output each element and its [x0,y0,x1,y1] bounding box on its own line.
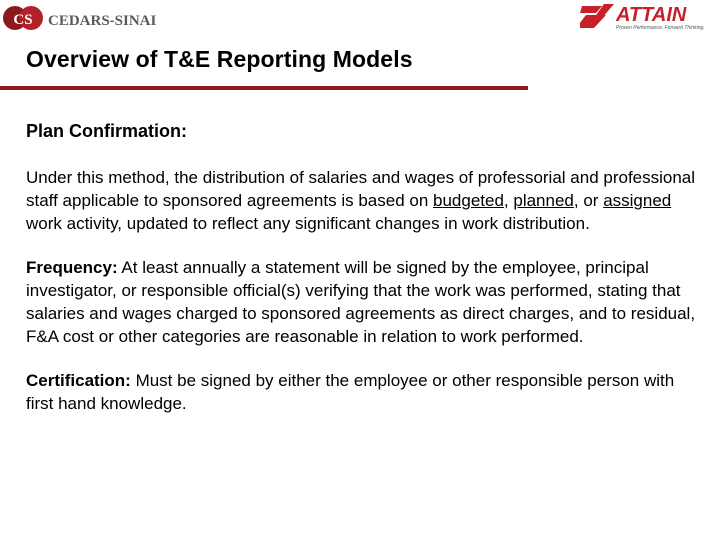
underlined-assigned: assigned [603,191,672,210]
certification-text: Must be signed by either the employee or other responsible person with first hand knowledge. [26,371,675,413]
cedars-sinai-monogram: CS [13,12,33,28]
slide-body [26,120,706,436]
underlined-budgeted: budgeted [433,191,504,210]
intro-text-2: work activity, updated to reflect any significant changes in work distribution. [26,214,590,233]
attain-logo [580,0,716,32]
underlined-planned: planned [513,191,574,210]
section-subhead: Plan Confirmation: [26,121,187,141]
attain-wordmark: ATTAIN [616,4,687,26]
intro-sep-2: , or [573,191,604,210]
cedars-sinai-wordmark: CEDARS-SINAI [48,13,157,29]
attain-swoosh-icon [580,4,614,28]
title-divider [0,86,528,90]
cedars-sinai-logo [2,4,162,32]
frequency-paragraph [26,256,706,348]
intro-text-1: Under this method, the distribution of salaries and wages of professorial and professional staff applicable to sponsored agreements is based on [26,168,696,210]
frequency-label: Frequency: [26,258,118,277]
attain-tagline: Proven Performance. Forward Thinking. [616,25,705,31]
intro-paragraph [26,166,706,235]
certification-paragraph [26,369,706,415]
slide-title: Overview of T&E Reporting Models [26,46,413,72]
frequency-text: At least annually a statement will be signed by the employee, principal investigator, or responsible official(s) verifying that the work was performed, stating that salaries and wages charged to sponsored agreements as direct charges, and to residual, F&A cost or other categories are reasonable in relation to work performed. [26,258,696,346]
intro-sep-1: , [503,191,514,210]
certification-label: Certification: [26,371,131,390]
